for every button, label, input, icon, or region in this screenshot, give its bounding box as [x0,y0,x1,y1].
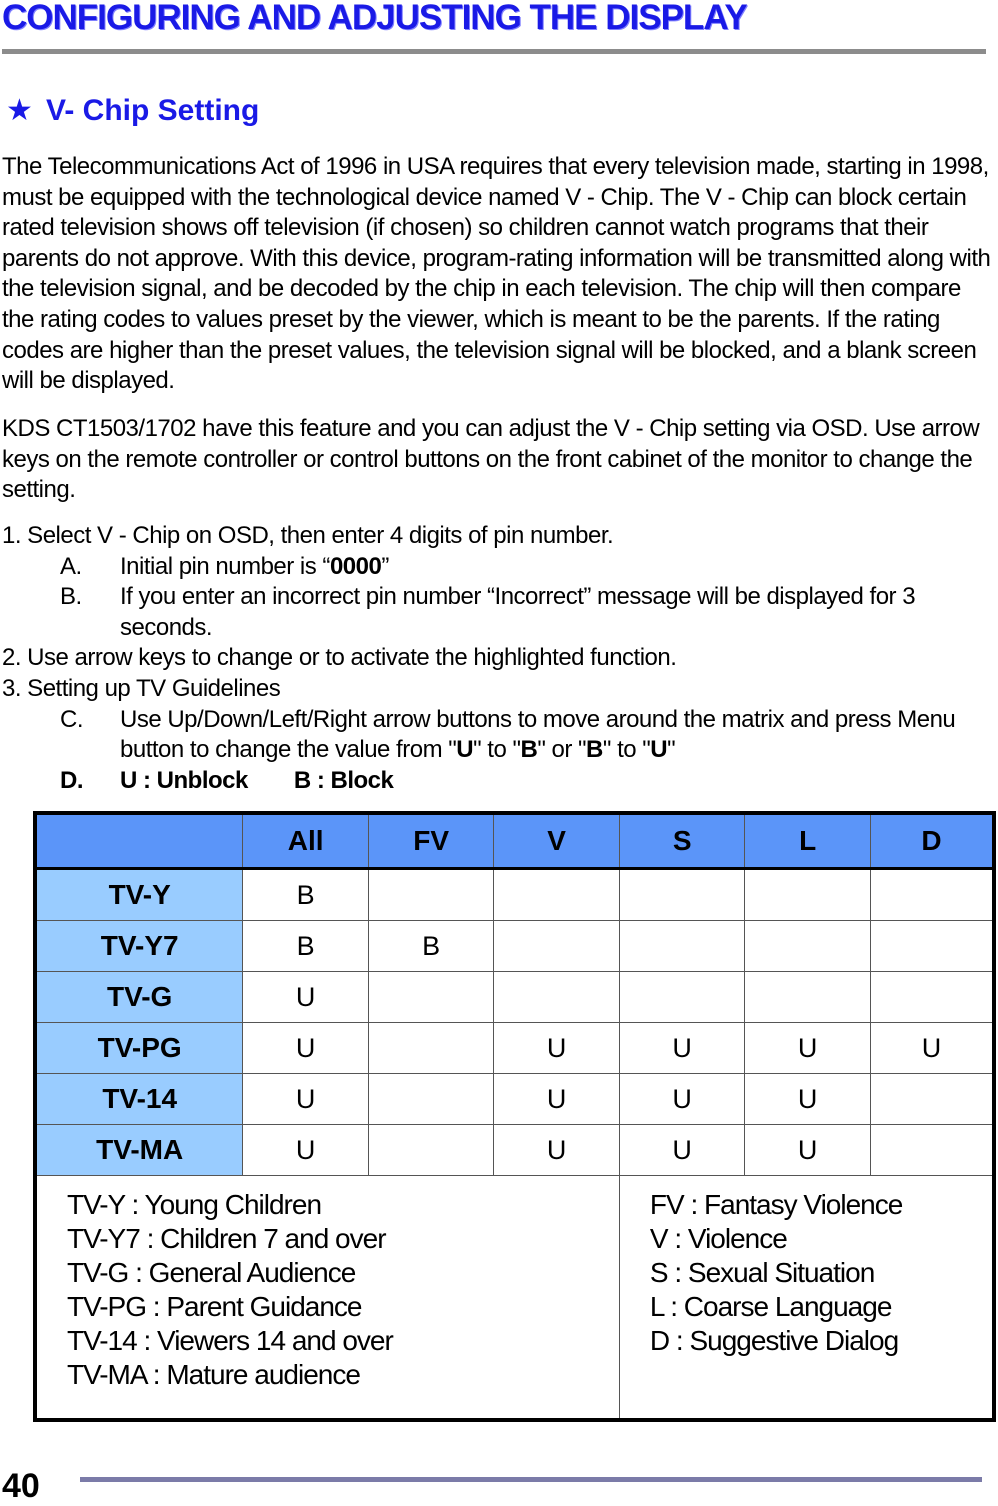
step-1a-pre: Initial pin number is “ [120,552,330,580]
legend-item: TV-MA : Mature audience [67,1359,360,1390]
rating-cell[interactable] [745,869,871,921]
vchip-rating-table [33,811,996,1422]
value-b-1: B [520,736,538,764]
rating-cell[interactable] [619,869,745,921]
step-1a-marker: A. [60,552,82,580]
step-3d-text [120,766,992,797]
rating-cell[interactable]: U [870,1023,994,1074]
content-legend [619,1176,994,1421]
rating-cell[interactable] [870,1125,994,1176]
step-3 [2,674,992,705]
legend-item: L : Coarse Language [649,1291,892,1322]
legend-item: TV-14 : Viewers 14 and over [67,1325,393,1356]
value-u-1: U [456,736,474,764]
rating-cell[interactable] [619,972,745,1023]
step-1a [2,552,992,583]
step-1a-text [120,552,992,583]
step-3c-part4: " to " [602,736,651,764]
rating-cell[interactable]: U [619,1023,745,1074]
legend-item: TV-Y : Young Children [67,1189,322,1220]
column-header: V [494,813,620,869]
rating-cell[interactable]: U [619,1125,745,1176]
rating-cell[interactable] [494,972,620,1023]
rating-label: TV-14 [35,1074,243,1125]
star-icon: ★ [6,94,33,127]
instruction-list [2,521,992,796]
page-number: 40 [2,1467,40,1505]
step-3c-marker: C. [60,705,83,733]
table-row [35,972,994,1023]
column-header: FV [368,813,494,869]
page-header-title: CONFIGURING AND ADJUSTING THE DISPLAY [2,0,747,37]
rating-cell[interactable] [870,972,994,1023]
step-1-text: 1. Select V - Chip on OSD, then enter 4 digits of pin number. [2,522,614,549]
step-3-text: 3. Setting up TV Guidelines [2,674,281,702]
step-2 [2,643,992,674]
step-3c-part1: Use Up/Down/Left/Right arrow buttons to move around the matrix and press Menu button to change the value from " [120,705,956,764]
rating-cell[interactable]: U [494,1074,620,1125]
legend-item: TV-G : General Audience [67,1257,356,1288]
step-3d [2,766,992,797]
intro-paragraph: The Telecommunications Act of 1996 in USA requires that every television made, starting in 1998, must be equipped with the technological device named V - Chip. The V - Chip can block certain rated television shows off television (if chosen) so children cannot watch programs that their parents do not approve. With this device, program-rating information will be transmitted along with the television signal, and be decoded by the chip in each television. The chip will then compare the rating codes to values preset by the viewer, which is meant to be the parents. If the rating codes are higher than the preset values, the television signal will be blocked, and a blank screen will be displayed. [2,153,991,395]
rating-label: TV-MA [35,1125,243,1176]
step-1 [2,521,992,552]
rating-cell[interactable]: U [243,1125,369,1176]
legend-item: TV-Y7 : Children 7 and over [67,1223,386,1254]
step-3c-part2: " to " [473,736,521,764]
step-1b-text: If you enter an incorrect pin number “Incorrect” message will be displayed for 3 seconds. [120,583,916,641]
rating-cell[interactable]: B [243,869,369,921]
rating-cell[interactable]: U [745,1074,871,1125]
step-3c [2,705,992,766]
rating-cell[interactable]: U [745,1125,871,1176]
legend-item: S : Sexual Situation [649,1257,875,1288]
column-header: D [870,813,994,869]
rating-cell[interactable]: U [243,1074,369,1125]
unblock-key: U : Unblock [120,766,248,794]
step-3c-part5: " [667,736,676,764]
rating-cell[interactable]: U [243,972,369,1023]
rating-cell[interactable] [368,869,494,921]
rating-cell[interactable] [494,869,620,921]
section-title [6,92,259,130]
legend-item: TV-PG : Parent Guidance [67,1291,362,1322]
footer-divider [80,1477,982,1482]
step-3c-part3: " or " [537,736,587,764]
rating-cell[interactable] [870,921,994,972]
rating-label: TV-Y [35,869,243,921]
rating-cell[interactable]: U [494,1023,620,1074]
rating-label: TV-G [35,972,243,1023]
column-header: All [243,813,369,869]
step-1a-post: ” [381,552,389,580]
rating-legend [35,1176,619,1421]
rating-cell[interactable]: U [619,1074,745,1125]
feature-paragraph: KDS CT1503/1702 have this feature and you can adjust the V - Chip setting via OSD. Use arrow keys on the remote controller or control buttons on the front cabinet of the monitor to change the setting. [2,415,980,504]
table-row [35,1023,994,1074]
value-u-2: U [650,736,668,764]
rating-cell[interactable] [494,921,620,972]
header-divider [2,49,986,54]
rating-label: TV-PG [35,1023,243,1074]
step-1b-marker: B. [60,583,82,611]
column-header: S [619,813,745,869]
rating-cell[interactable]: B [368,921,494,972]
legend-item: V : Violence [649,1223,787,1254]
rating-cell[interactable] [870,1074,994,1125]
table-row [35,1074,994,1125]
section-title-text: V- Chip Setting [46,94,260,127]
rating-cell[interactable]: B [243,921,369,972]
rating-cell[interactable]: U [494,1125,620,1176]
initial-pin: 0000 [329,552,382,580]
value-b-2: B [586,736,603,764]
step-3c-text [120,705,992,766]
rating-cell[interactable] [619,921,745,972]
table-row [35,869,994,921]
rating-cell[interactable]: U [745,1023,871,1074]
block-key: B : Block [293,766,394,794]
column-header: L [745,813,871,869]
legend-item: D : Suggestive Dialog [649,1325,899,1356]
step-1b [2,582,992,643]
legend-item: FV : Fantasy Violence [649,1189,903,1220]
rating-cell[interactable] [368,1023,494,1074]
rating-cell[interactable] [745,921,871,972]
legend-row [35,1176,994,1421]
table-header-row [35,813,994,869]
rating-cell[interactable] [870,869,994,921]
step-3d-marker: D. [60,766,83,794]
rating-cell[interactable]: U [243,1023,369,1074]
rating-cell[interactable] [368,1125,494,1176]
rating-cell[interactable] [745,972,871,1023]
table-row [35,921,994,972]
column-header [35,813,243,869]
step-2-text: 2. Use arrow keys to change or to activate the highlighted function. [2,644,677,672]
table-row [35,1125,994,1176]
rating-cell[interactable] [368,1074,494,1125]
rating-label: TV-Y7 [35,921,243,972]
rating-cell[interactable] [368,972,494,1023]
